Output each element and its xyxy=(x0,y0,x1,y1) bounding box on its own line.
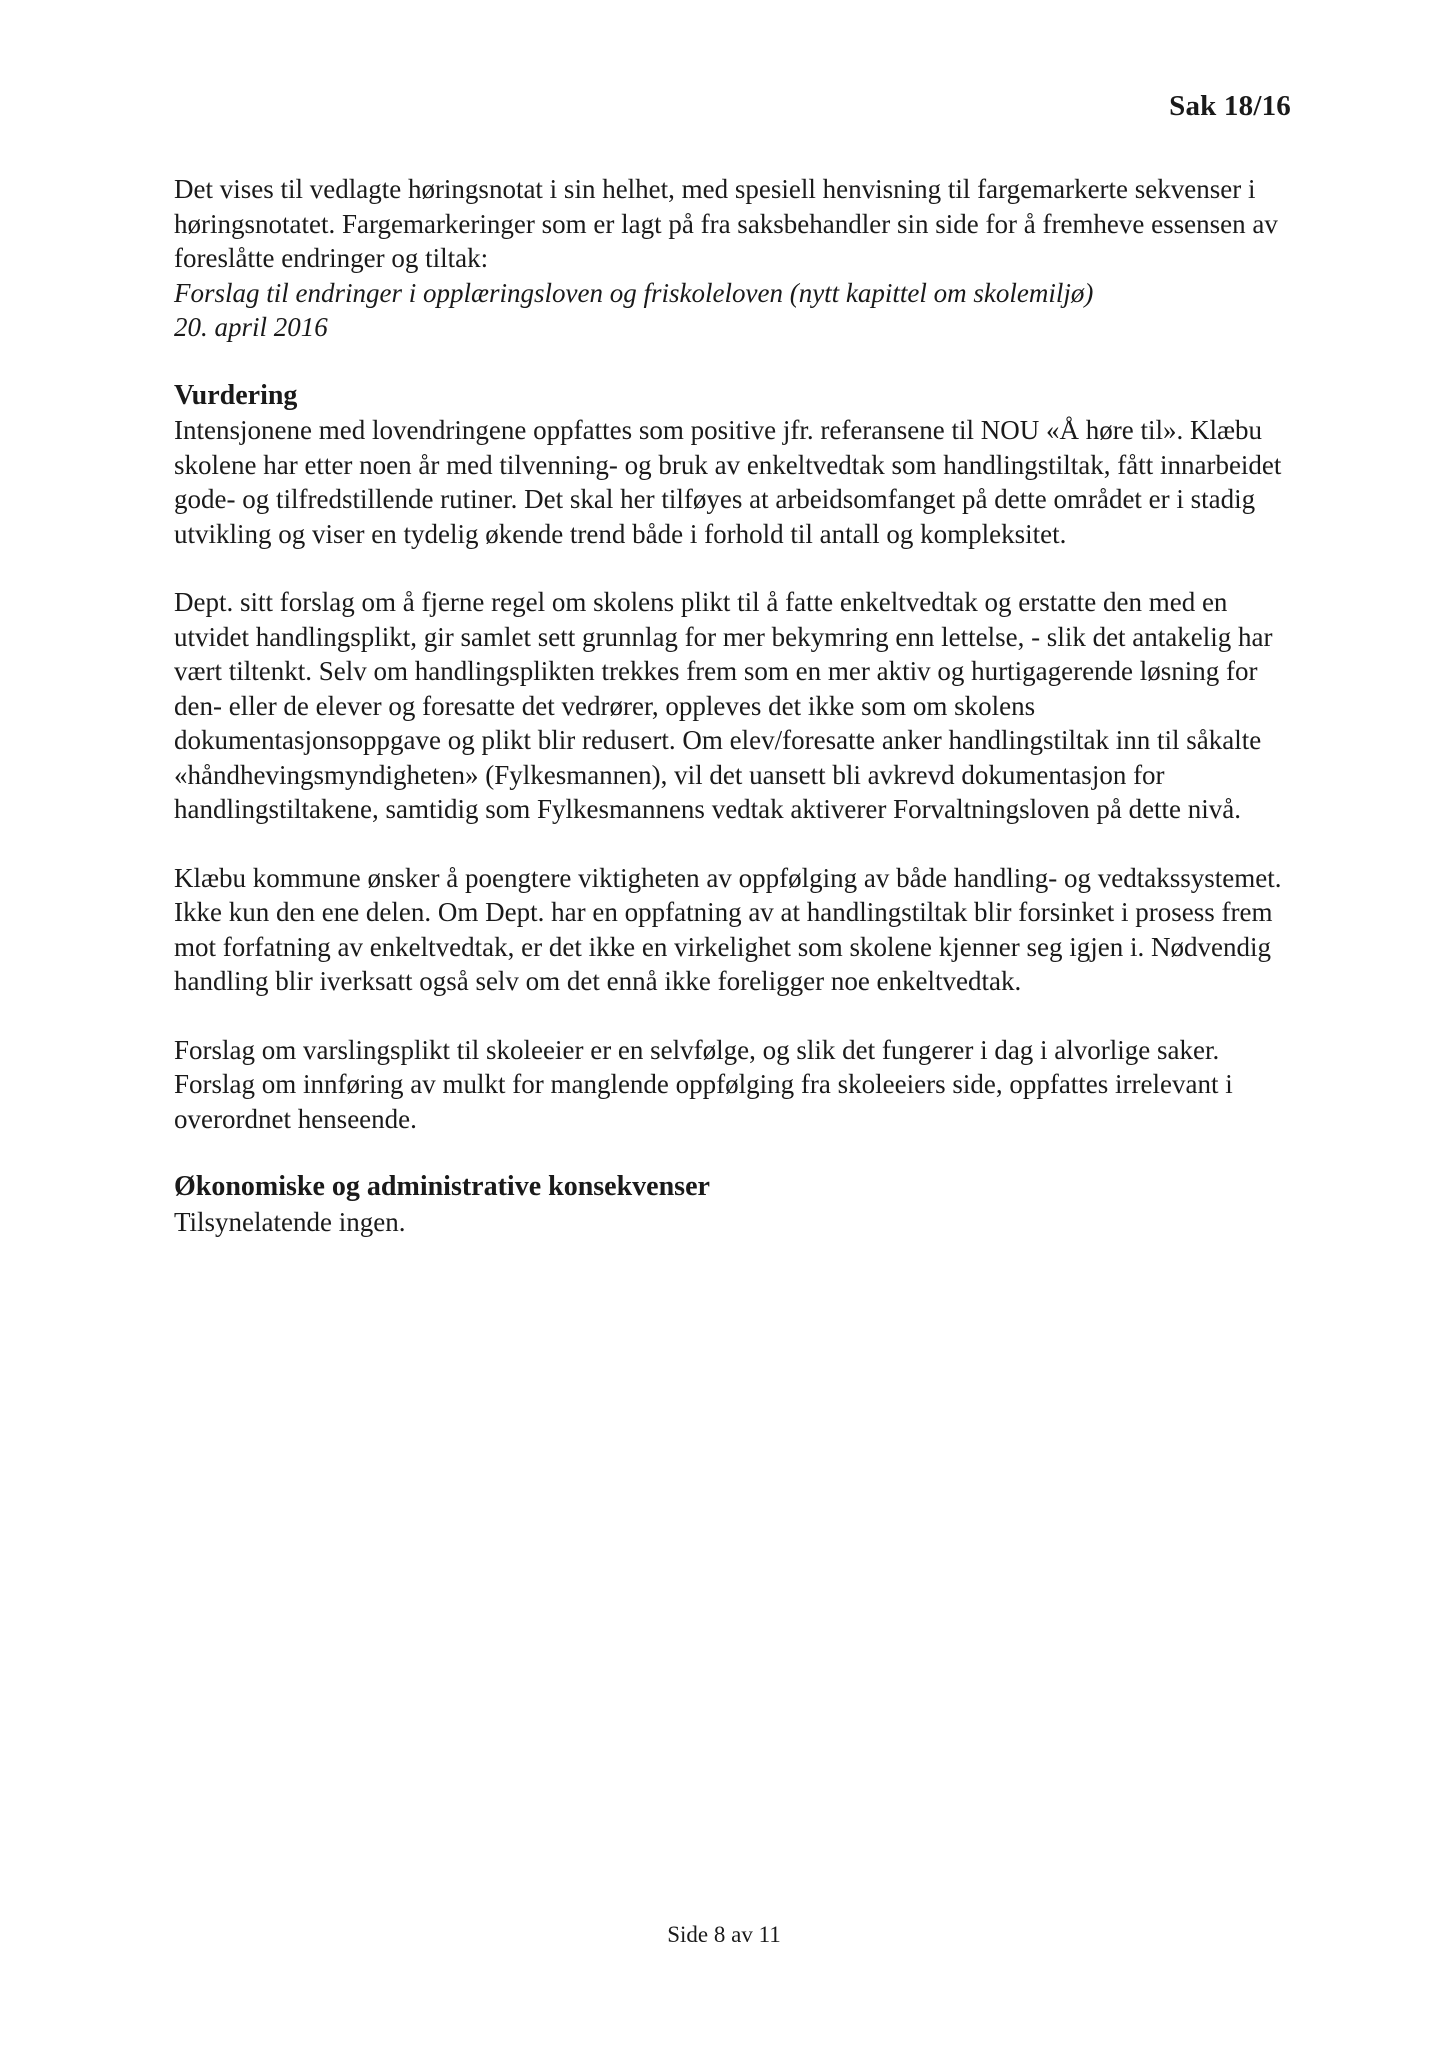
document-title: Forslag til endringer i opplæringsloven og friskoleloven (nytt kapittel om skolemiljø) xyxy=(174,277,1094,308)
vurdering-paragraph-5: Forslag om innføring av mulkt for manglende oppfølging fra skoleeiers side, oppfattes irrelevant i overordnet henseende. xyxy=(174,1069,1233,1134)
konsekvenser-paragraph: Tilsynelatende ingen. xyxy=(174,1206,406,1237)
vurdering-paragraph-1: Intensjonene med lovendringene oppfattes som positive jfr. referansene til NOU «Å høre til». Klæbu skolene har etter noen år med tilvenning- og bruk av enkeltvedtak som handlingstiltak, fått innarbeidet gode- og tilfredstillende rutiner. Det skal her tilføyes at arbeidsomfanget på dette området er i stadig utvikling og viser en tydelig økende trend både i forhold til antall og kompleksitet. xyxy=(174,415,1282,549)
case-reference: Sak 18/16 xyxy=(1169,90,1291,122)
page-number: Side 8 av 11 xyxy=(667,1922,781,1947)
document-date: 20. april 2016 xyxy=(174,312,328,342)
document-body xyxy=(174,172,1294,1239)
intro-paragraph: Det vises til vedlagte høringsnotat i sin helhet, med spesiell henvisning til fargemarkerte sekvenser i høringsnotatet. Fargemarkeringer som er lagt på fra saksbehandler sin side for å fremheve essensen av foreslåtte endringer og tiltak: xyxy=(174,174,1278,273)
vurdering-paragraph-3: Klæbu kommune ønsker å poengtere viktigheten av oppfølging av både handling- og vedtakssystemet. Ikke kun den ene delen. Om Dept. har en oppfatning av at handlingstiltak blir forsinket i prosess frem mot forfatning av enkeltvedtak, er det ikke en virkelighet som skolene kjenner seg igjen i. Nødvendig handling blir iverksatt også selv om det ennå ikke foreligger noe enkeltvedtak. xyxy=(174,862,1282,996)
vurdering-paragraph-2: Dept. sitt forslag om å fjerne regel om skolens plikt til å fatte enkeltvedtak og erstatte den med en utvidet handlingsplikt, gir samlet sett grunnlag for mer bekymring enn lettelse, - slik det antakelig har vært tiltenkt. Selv om handlingsplikten trekkes frem som en mer aktiv og hurtigagerende løsning for den- eller de elever og foresatte det vedrører, oppleves det ikke som om skolens dokumentasjonsoppgave og plikt blir redusert. Om elev/foresatte anker handlingstiltak inn til såkalte «håndhevingsmyndigheten» (Fylkesmannen), vil det uansett bli avkrevd dokumentasjon for handlingstiltakene, samtidig som Fylkesmannens vedtak aktiverer Forvaltningsloven på dette nivå. xyxy=(174,587,1273,824)
section-heading-konsekvenser: Økonomiske og administrative konsekvenser xyxy=(174,1171,710,1202)
section-heading-vurdering: Vurdering xyxy=(174,379,298,411)
vurdering-paragraph-4: Forslag om varslingsplikt til skoleeier er en selvfølge, og slik det fungerer i dag i alvorlige saker. xyxy=(174,1034,1220,1065)
